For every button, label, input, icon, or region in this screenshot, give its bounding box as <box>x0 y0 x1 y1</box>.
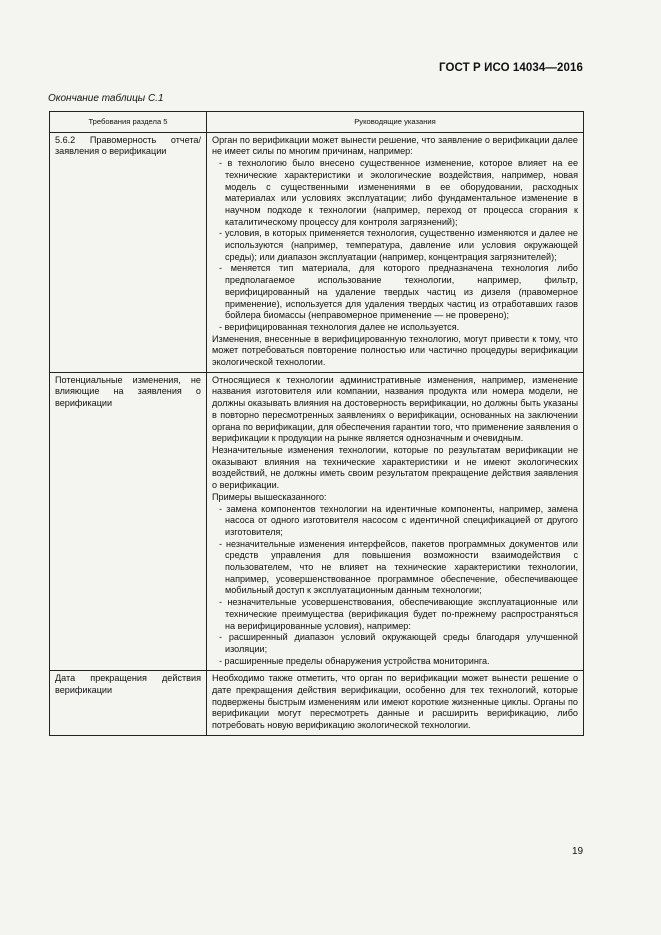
dash-list-item: - замена компонентов технологии на идентичные компоненты, например, замена насоса от одного изготовителя насосом с идентичной спецификацией от другого изготовителя; <box>219 503 578 537</box>
dash-list-item: - меняется тип материала, для которого предназначена технология либо предполагаемое использование технологии, например, фильтр, верифицированный на удаление твердых частиц из дизеля (правомерное применение), используется для удаления твердых частиц из отработавших газов бойлера биомассы (неправомерное применение — не проверено); <box>219 263 578 321</box>
dash-list-item: - верифицированная технология далее не используется. <box>219 321 460 332</box>
dash-list-item: - условия, в которых применяется технология, существенно изменяются и далее не используются (например, температура, давление или условия окружающей среды); или диапазон эксплуатации (например, концентрация загрязнителей); <box>219 228 578 262</box>
guidance-table <box>49 111 584 736</box>
document-code: ГОСТ Р ИСО 14034—2016 <box>438 62 583 74</box>
guidance-cell <box>207 671 584 736</box>
table-row <box>50 372 584 671</box>
page-number: 19 <box>572 846 584 857</box>
requirement-cell: Потенциальные изменения, не влияющие на заявления о верификации <box>50 372 207 671</box>
guidance-cell <box>207 132 584 372</box>
table-header-row <box>50 112 584 133</box>
dash-list-item: - незначительные изменения интерфейсов, пакетов программных документов или средств управления для повышения возможности взаимодействия с пользователем, что не влияет на технические характеристики технологии, например, усовершенствованное программное обеспечение, обеспечивающее мобильный доступ к эксплуатационным данным технологии; <box>219 538 578 596</box>
requirement-cell: 5.6.2 Правомерность отчета/заявления о верификации <box>50 132 207 372</box>
dash-list-item: - незначительные усовершенствования, обеспечивающие эксплуатационные или технические преимущества (верификация будет по-прежнему распространяться на верифицированные условия), например: <box>219 597 578 631</box>
requirement-cell: Дата прекращения действия верификации <box>50 671 207 736</box>
paragraph: Незначительные изменения технологии, которые по результатам верификации не оказывают влияния на технические характеристики и не имеют экологических воздействий, не должны иметь своим результатом прекращение действия заявления о верификации. <box>212 444 578 491</box>
table-row <box>50 132 584 372</box>
column-header-guidance: Руководящие указания <box>207 112 584 133</box>
table-caption: Окончание таблицы С.1 <box>48 93 164 104</box>
paragraph: Относящиеся к технологии административные изменения, например, изменение названия изготовителя или компании, названия продукта или номера модели, не должны оказывать влияния на достоверность верификации, но должны быть указаны в повторно пересмотренных заявлениях о верификации, основанных на заключении органа по верификации, для обеспечения гарантии того, что применение заявления о верификации к продукции на рынке является однозначным и очевидным. <box>212 374 578 444</box>
paragraph: Орган по верификации может вынести решение, что заявление о верификации далее не имеет силы по многим причинам, например: <box>212 134 578 157</box>
paragraph: Необходимо также отметить, что орган по верификации может вынести решение о дате прекращения действия верификации, особенно для тех технологий, которые подвержены быстрым изменениям или имеют короткие жизненные циклы. Органы по верификации могут пересмотреть данные и расширить верификацию, либо потребовать новую верификацию экологической технологии. <box>212 673 578 731</box>
column-header-requirements: Требования раздела 5 <box>50 112 207 133</box>
table-row <box>50 671 584 736</box>
paragraph: Примеры вышесказанного: <box>212 491 327 502</box>
dash-list-item: - в технологию было внесено существенное изменение, которое влияет на ее технические характеристики и экологические воздействия, например, новая модель с существенными изменениями в ее оборудовании, расходных материалах или условиях эксплуатации; либо фундаментальное изменение в научном подходе к технологии (например, переход от процесса сгорания к каталитическому процессу для контроля загрязнений); <box>219 158 578 227</box>
dash-list-item: - расширенный диапазон условий окружающей среды благодаря улучшенной изоляции; <box>219 632 578 654</box>
dash-list-item: - расширенные пределы обнаружения устройства мониторинга. <box>219 655 490 666</box>
paragraph: Изменения, внесенные в верифицированную технологию, могут привести к тому, что может потребоваться повторение полностью или частично процедуры верификации экологической технологии. <box>212 333 578 368</box>
guidance-cell <box>207 372 584 671</box>
